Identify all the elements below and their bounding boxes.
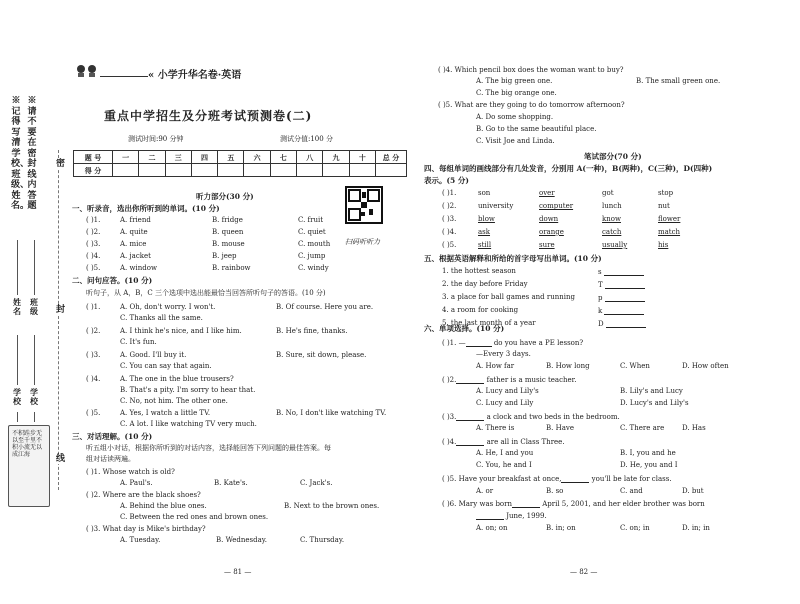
s4-word: down [539,215,559,223]
score-table [73,150,407,177]
s3-opt-a: A. Tuesday. [120,536,161,544]
s4-word: flower [658,215,681,223]
s3-question: ( )1. Whose watch is old? [86,468,175,476]
s1-num: ( )5. [86,264,101,272]
s5-initial: T [598,281,603,289]
seal-line [58,150,59,490]
score-cell: 一 [113,151,139,164]
score-entry[interactable] [349,164,375,177]
s6-opt-c: C. and [620,487,643,495]
section4-title-1: 四、每组单词的画线部分有几处发音，分别用 A(一种)，B(两种)，C(三种)，D(四种) [424,164,713,173]
score-cell: 九 [323,151,349,164]
s3-opt-b: B. Go to the same beautiful place. [476,125,597,133]
s4-word: know [602,215,621,223]
s1-opt-a: A. window [120,264,157,272]
s5-initial: s [598,268,602,276]
s5-initial: D [598,320,604,328]
s3-question: ( )5. What are they going to do tomorrow afternoon? [438,101,625,109]
score-cell: 二 [139,151,165,164]
s4-word: stop [658,189,674,197]
s5-definition: 3. a place for ball games and running [442,293,575,301]
s2-opt-b: B. Sure, sit down, please. [276,351,367,359]
s1-opt-b: B. jeep [212,252,237,260]
s6-opt-b: B. Lily's and Lucy [620,387,683,395]
section2-title: 二、问句应答。(10 分) [72,276,153,285]
s6-opt-d: D. Has [682,424,706,432]
s6-question: ( )2. father is a music teacher. [442,376,577,384]
margin-note-col1: ※请不要在密封线内答题 [27,96,37,211]
score-cell: 三 [165,151,191,164]
s1-opt-b: B. fridge [212,216,243,224]
s5-answer[interactable] [598,320,646,328]
s4-word: usually [602,241,628,249]
s4-num: ( )2. [442,202,457,210]
s6-opt-c: C. When [620,362,650,370]
section1-title: 一、听录音，选出你所听到的单词。(10 分) [72,204,220,213]
seal-char-xian: 线 [56,454,66,464]
s1-opt-c: C. windy [298,264,329,272]
qr-code-icon[interactable] [345,186,383,224]
s2-opt-c: C. You can say that again. [120,362,212,370]
s5-definition: 1. the hottest season [442,267,516,275]
score-entry[interactable] [244,164,270,177]
score-cell: 得 分 [74,164,113,177]
s2-opt-a: A. Oh, don't worry. I won't. [120,303,216,311]
s1-opt-a: A. jacket [120,252,151,260]
section3-intro-1: 听五组小对话，根据你所听到的对话内容，选择能回答下列问题的最佳答案。每 [86,444,331,452]
header-rule [100,76,148,77]
exam-score: 测试分值:100 分 [280,135,333,143]
s3-opt-a: A. Do some shopping. [476,113,554,121]
section3-intro-2: 组对话读两遍。 [86,455,135,463]
s2-num: ( )1. [86,303,101,311]
s5-answer[interactable] [598,307,644,315]
score-entry[interactable] [191,164,217,177]
s6-opt-d: D. Lucy's and Lily's [620,399,689,407]
s5-initial: k [598,307,603,315]
page-number-right: — 82 — [570,568,598,576]
s4-word: still [478,241,492,249]
s3-opt-b: B. Kate's. [214,479,248,487]
s4-word: over [539,189,555,197]
s6-question: ( )4. are all in Class Three. [442,438,565,446]
s6-opt-d: D. in; in [682,524,710,532]
s2-opt-c: C. It's fun. [120,338,157,346]
s6-opt-b: B. How long [546,362,590,370]
s2-num: ( )4. [86,375,101,383]
s6-opt-b: B. so [546,487,564,495]
s1-opt-c: C. jump [298,252,326,260]
s1-num: ( )1. [86,216,101,224]
s4-word: lunch [602,202,622,210]
s2-opt-c: C. A lot. I like watching TV very much. [120,420,257,428]
s1-num: ( )4. [86,252,101,260]
s2-opt-a: A. The one in the blue trousers? [120,375,234,383]
right-page [420,0,800,604]
s2-opt-a: A. Yes, I watch a little TV. [120,409,211,417]
s5-answer[interactable] [598,268,644,276]
series-name: « 小学升华名卷·英语 [148,70,242,81]
s1-opt-b: B. rainbow [212,264,251,272]
s3-opt-c: C. Visit Joe and Linda. [476,137,555,145]
page-title: 重点中学招生及分班考试预测卷(二) [104,109,313,123]
s3-opt-c: C. Jack's. [300,479,333,487]
s4-word: match [658,228,681,236]
s3-question: ( )2. Where are the black shoes? [86,491,201,499]
seal-char-feng: 封 [56,305,66,315]
score-cell: 十 [349,151,375,164]
s4-word: got [602,189,614,197]
s1-opt-b: B. queen [212,228,244,236]
seal-char-mi: 密 [56,159,66,169]
field-label-school-dup: 学校 [30,387,38,406]
exam-time: 测试时间:90 分钟 [128,135,184,143]
s6-opt-d: D. How often [682,362,729,370]
s4-word: university [478,202,514,210]
score-cell: 题 号 [74,151,113,164]
motto-box [8,425,50,507]
s2-num: ( )5. [86,409,101,417]
s3-opt-c: C. Between the red ones and brown ones. [120,513,269,521]
s3-opt-a: A. Paul's. [120,479,153,487]
series-logo-icon [76,64,98,78]
s1-num: ( )3. [86,240,101,248]
s1-opt-b: B. mouse [212,240,245,248]
s2-opt-a: A. I think he's nice, and I like him. [120,327,242,335]
score-cell: 四 [191,151,217,164]
section5-title: 五、根据英语解释和所给的首字母写出单词。(10 分) [424,254,602,263]
s4-num: ( )4. [442,228,457,236]
s3-opt-c: C. Thursday. [300,536,345,544]
s1-opt-c: C. fruit [298,216,324,224]
s4-word: catch [602,228,622,236]
s6-opt-a: A. or [476,487,494,495]
section3-title: 三、对话理解。(10 分) [72,432,153,441]
score-table-header-row [74,151,407,164]
s6-opt-a: A. Lucy and Lily's [476,387,539,395]
field-label-school: 学校 [13,387,21,406]
s3-question: ( )3. What day is Mike's birthday? [86,525,206,533]
s3-opt-b: B. Wednesday. [216,536,267,544]
s2-num: ( )2. [86,327,101,335]
qr-caption: 扫码听听力 [345,238,380,246]
score-entry[interactable] [376,164,407,177]
motto-text: 不积跬步无以至千里不积小流无以成江海 [12,430,43,458]
s6-opt-a: A. How far [476,362,515,370]
s3-opt-b: B. Next to the brown ones. [284,502,380,510]
score-entry[interactable] [113,164,139,177]
s4-word: sure [539,241,555,249]
score-entry[interactable] [139,164,165,177]
s4-word: his [658,241,669,249]
s4-word: orange [539,228,564,236]
score-cell: 八 [297,151,323,164]
s6-opt-b: B. in; on [546,524,576,532]
s6-question: ( )6. Mary was born April 5, 2001, and her elder brother was born [442,500,705,508]
margin-note-col2: ※记得写清学校、班级、姓名。 [11,96,30,211]
s6-question-line2: June, 1999. [476,512,547,520]
score-entry[interactable] [323,164,349,177]
s5-initial: p [598,294,603,302]
field-label-class: 班级 [30,297,38,316]
s6-opt-c: C. on; in [620,524,650,532]
s1-opt-a: A. mice [120,240,147,248]
s6-opt-d: D. but [682,487,704,495]
binding-margin [0,0,72,604]
s4-num: ( )5. [442,241,457,249]
section4-title-2: 表示。(5 分) [424,176,469,185]
s6-opt-a: A. There is [476,424,515,432]
s2-opt-b: B. Of course. Here you are. [276,303,374,311]
s2-opt-b: B. That's a pity. I'm sorry to hear that. [120,386,256,394]
writing-heading: 笔试部分(70 分) [584,152,642,161]
field-label-name: 姓名 [13,297,21,316]
score-entry[interactable] [165,164,191,177]
s4-word: ask [478,228,491,236]
s4-word: nut [658,202,670,210]
s6-question: ( )1. — do you have a PE lesson? [442,339,584,347]
s5-definition: 2. the day before Friday [442,280,528,288]
score-cell: 七 [270,151,296,164]
s4-word: blow [478,215,495,223]
score-cell: 五 [218,151,244,164]
score-entry[interactable] [218,164,244,177]
s6-opt-d: D. He, you and I [620,461,678,469]
s6-question: ( )3. a clock and two beds in the bedroom. [442,413,620,421]
score-table-score-row [74,164,407,177]
score-entry[interactable] [270,164,296,177]
page-number-left: — 81 — [224,568,252,576]
s5-definition: 4. a room for cooking [442,306,519,314]
s3-opt-a: A. The big green one. [476,77,553,85]
s6-opt-b: B. I, you and he [620,449,676,457]
s6-question: ( )5. Have your breakfast at once, you'll be late for class. [442,475,672,483]
s1-opt-a: A. friend [120,216,151,224]
s1-opt-c: C. mouth [298,240,331,248]
s2-opt-c: C. No, not him. The other one. [120,397,228,405]
s2-opt-c: C. Thanks all the same. [120,314,203,322]
s2-opt-b: B. No, I don't like watching TV. [276,409,387,417]
s1-num: ( )2. [86,228,101,236]
s6-opt-b: B. Have [546,424,574,432]
s6-opt-a: A. He, I and you [476,449,534,457]
s6-opt-c: C. You, he and I [476,461,532,469]
s2-num: ( )3. [86,351,101,359]
score-cell: 总 分 [376,151,407,164]
section2-intro: 听句子，从 A，B，C 三个选项中选出能最恰当回答所听句子的答语。(10 分) [86,289,326,297]
s2-opt-b: B. He's fine, thanks. [276,327,348,335]
s4-num: ( )1. [442,189,457,197]
s3-question: ( )4. Which pencil box does the woman want to buy? [438,66,624,74]
s1-opt-a: A. quite [120,228,148,236]
s3-opt-c: C. The big orange one. [476,89,557,97]
s6-question-line2: —Every 3 days. [476,350,531,358]
s3-opt-a: A. Behind the blue ones. [120,502,207,510]
s5-definition: 5. the last month of a year [442,319,536,327]
s6-opt-c: C. There are [620,424,665,432]
s4-word: son [478,189,491,197]
section6-title: 六、单项选择。(10 分) [424,324,505,333]
s3-opt-b: B. The small green one. [636,77,721,85]
s1-opt-c: C. quiet [298,228,326,236]
score-cell: 六 [244,151,270,164]
listening-heading: 听力部分(30 分) [196,192,254,201]
s5-answer[interactable] [598,294,645,302]
s5-answer[interactable] [598,281,645,289]
s6-opt-c: C. Lucy and Lily [476,399,534,407]
score-entry[interactable] [297,164,323,177]
s4-num: ( )3. [442,215,457,223]
s2-opt-a: A. Good. I'll buy it. [120,351,187,359]
s6-opt-a: A. on; on [476,524,508,532]
s4-word: computer [539,202,574,210]
